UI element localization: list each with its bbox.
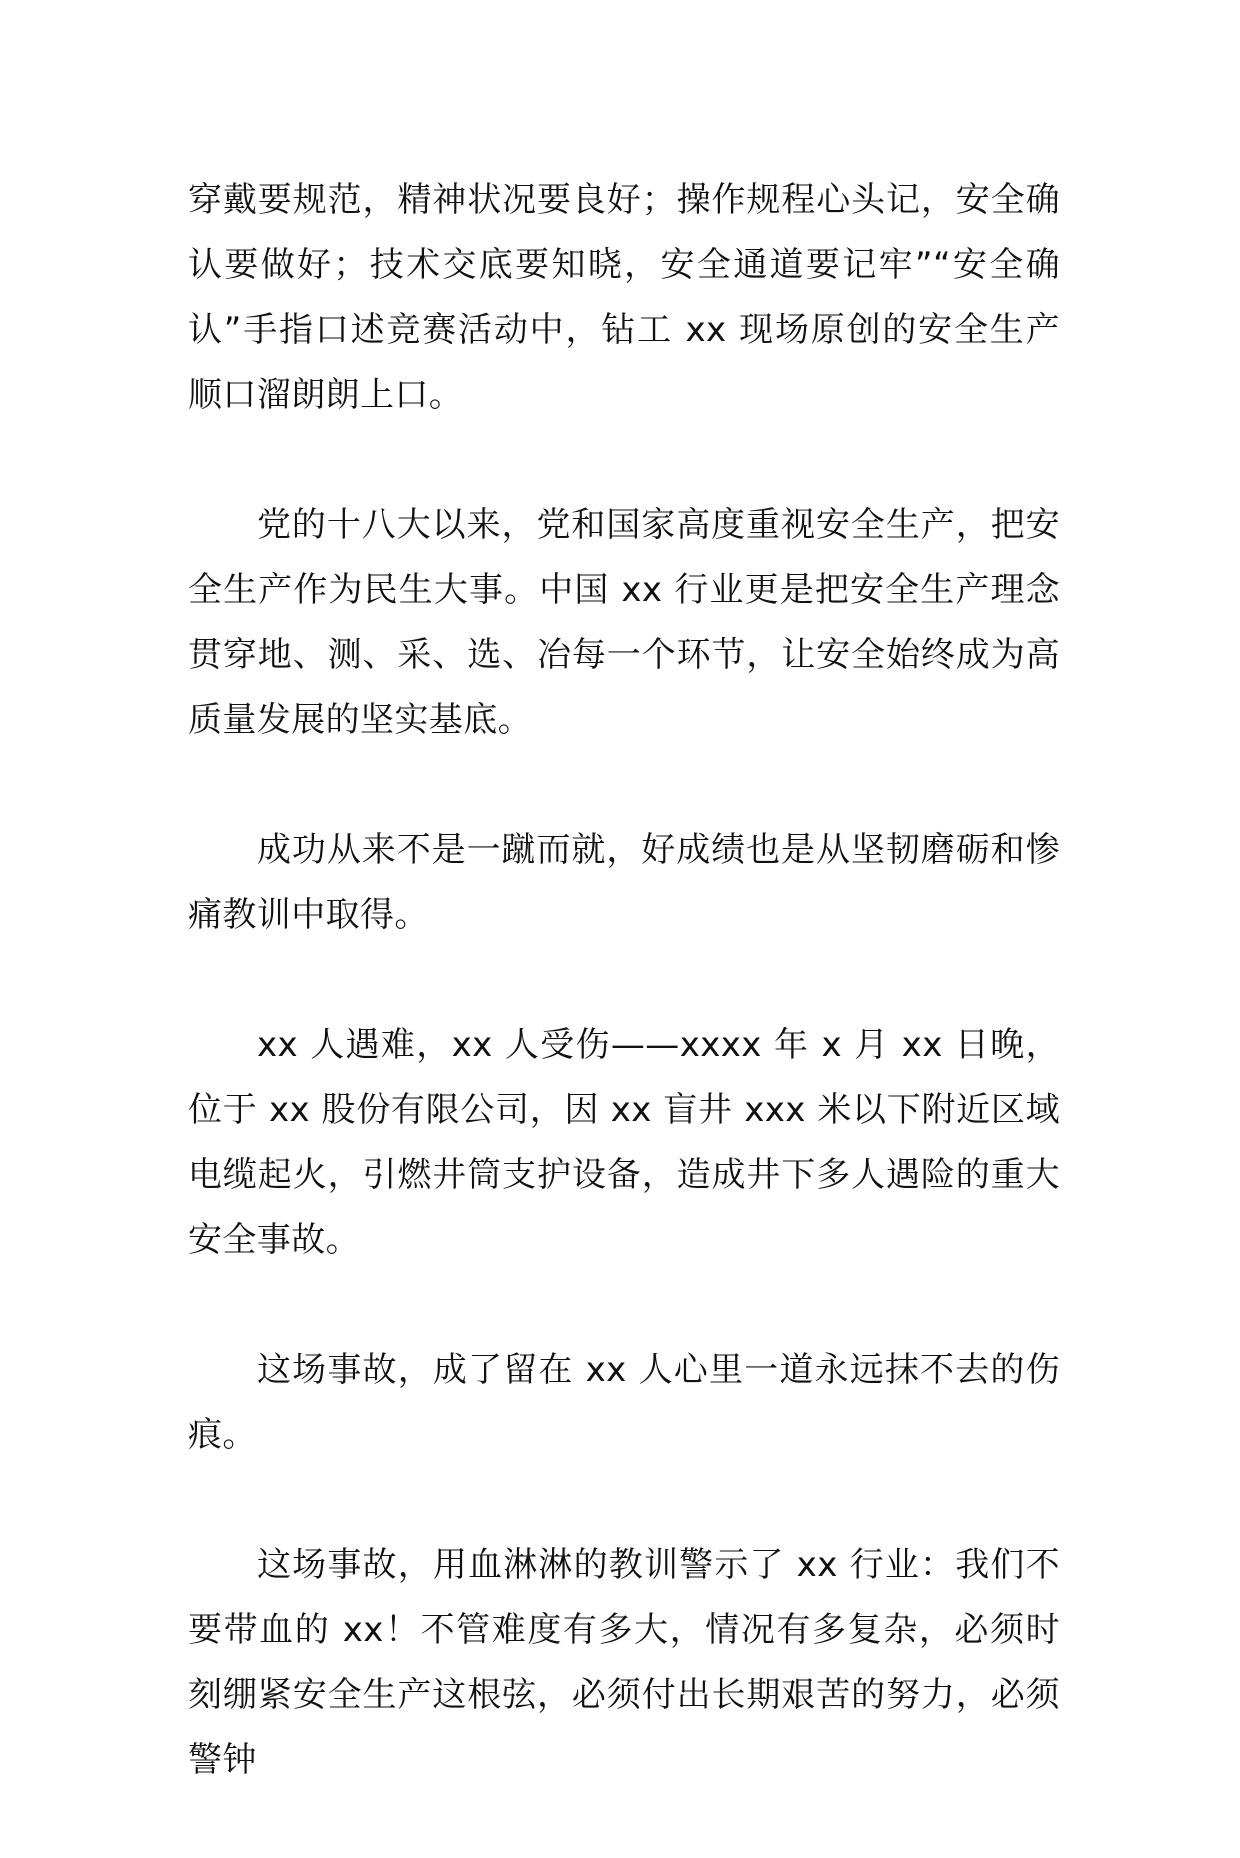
document-body xyxy=(188,168,1060,1858)
paragraph-2: 党的十八大以来，党和国家高度重视安全生产，把安全生产作为民生大事。中国 xx 行业更是把安全生产理念贯穿地、测、采、选、冶每一个环节，让安全始终成为高质量发展的坚实基底。 xyxy=(188,505,1060,740)
paragraph-3: 成功从来不是一蹴而就，好成绩也是从坚韧磨砺和惨痛教训中取得。 xyxy=(188,830,1060,935)
paragraph-6: 这场事故，用血淋淋的教训警示了 xx 行业：我们不要带血的 xx！不管难度有多大，情况有多复杂，必须时刻绷紧安全生产这根弦，必须付出长期艰苦的努力，必须警钟 xyxy=(188,1545,1060,1780)
paragraph-1: 穿戴要规范，精神状况要良好；操作规程心头记，安全确认要做好；技术交底要知晓，安全通道要记牢”“安全确认”手指口述竞赛活动中，钻工 xx 现场原创的安全生产顺口溜朗朗上口。 xyxy=(188,180,1060,415)
paragraph-5: 这场事故，成了留在 xx 人心里一道永远抹不去的伤痕。 xyxy=(188,1350,1060,1455)
paragraph-4: xx 人遇难，xx 人受伤——xxxx 年 x 月 xx 日晚，位于 xx 股份有限公司，因 xx 盲井 xxx 米以下附近区域电缆起火，引燃井筒支护设备，造成井下多人遇险的重大安全事故。 xyxy=(188,1025,1060,1260)
